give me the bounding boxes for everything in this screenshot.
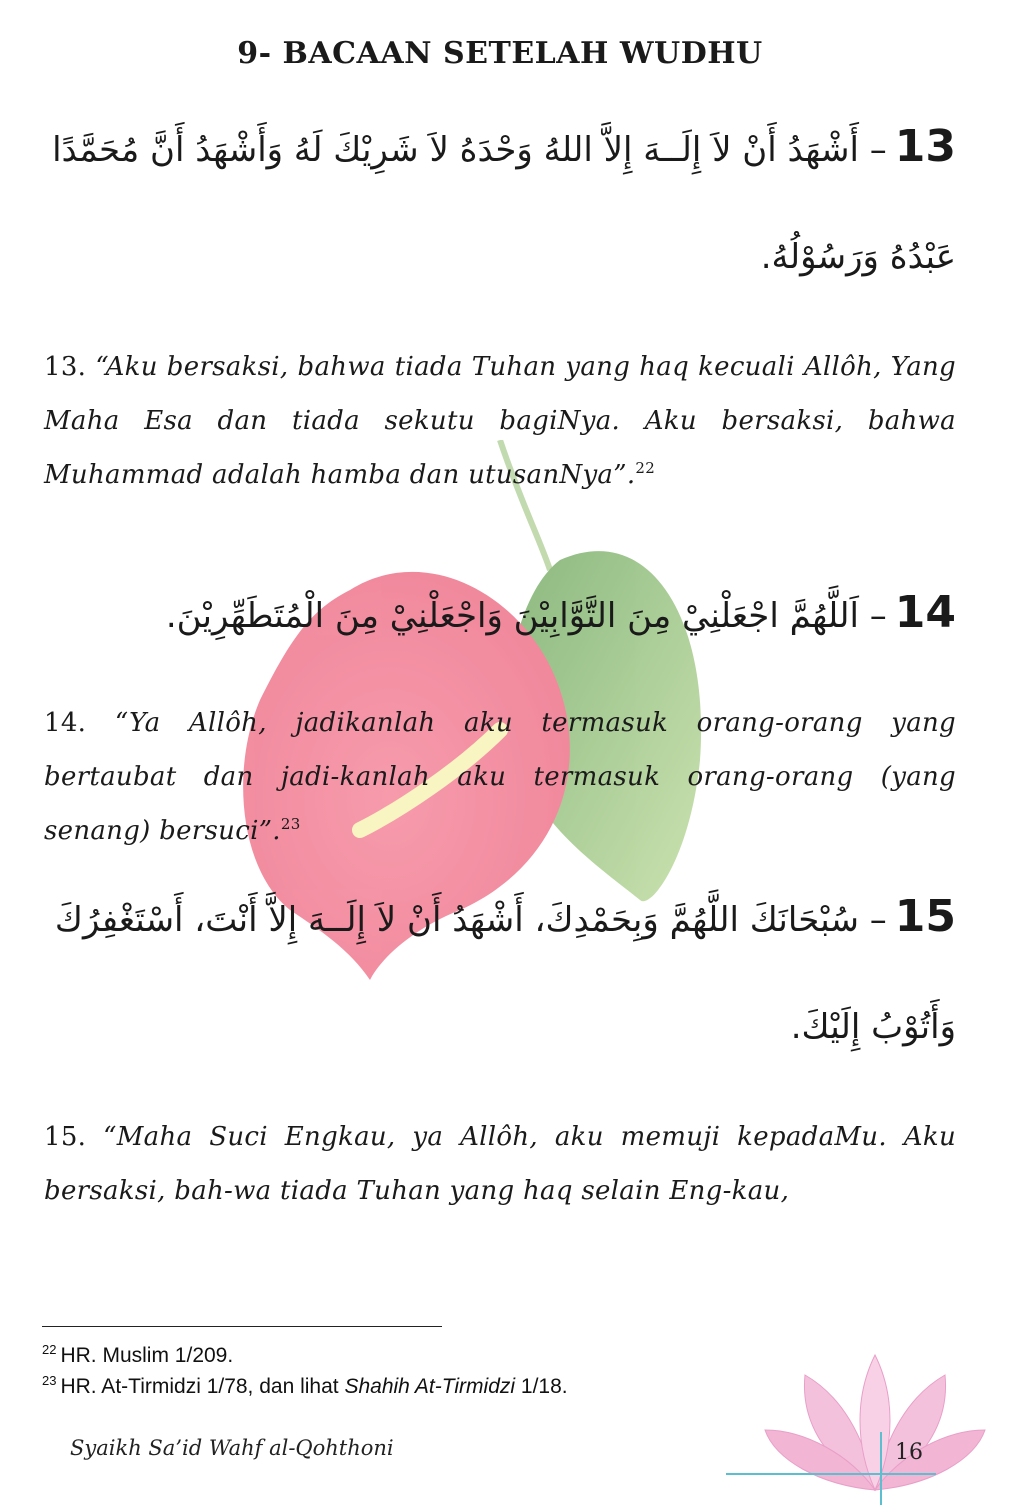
footnote-ref-22: 22 xyxy=(635,459,656,477)
crop-mark-horizontal xyxy=(726,1473,936,1475)
footnote-22 xyxy=(42,1344,233,1368)
footer-author: Syaikh Sa’id Wahf al-Qohthoni xyxy=(70,1436,394,1460)
footnote-book-title: Shahih At-Tirmidzi xyxy=(344,1375,516,1398)
footnote-23 xyxy=(42,1375,568,1399)
item-number-14: 14 xyxy=(894,587,956,638)
footnote-marker: 22 xyxy=(42,1342,57,1357)
translation-text: “Maha Suci Engkau, ya Allôh, aku memuji kepadaMu. Aku bersaksi, bah-wa tiada Tuhan yang haq selain Eng-kau, xyxy=(44,1122,956,1206)
arabic-text: أَشْهَدُ أَنْ لاَ إِلَــهَ إِلاَّ اللهُ وَحْدَهُ لاَ شَرِيْكَ لَهُ وَأَشْهَدُ أَنَّ مُحَمَّدًا xyxy=(52,130,859,170)
footnote-divider xyxy=(42,1326,442,1327)
arabic-text: سُبْحَانَكَ اللَّهُمَّ وَبِحَمْدِكَ، أَشْهَدُ أَنْ لاَ إِلَــهَ إِلاَّ أَنْتَ، أَسْتَغْفِرُكَ xyxy=(54,900,859,940)
arabic-text-15-line1 xyxy=(44,892,956,945)
translation-14 xyxy=(44,696,956,858)
item-number-15: 15 xyxy=(894,891,956,942)
footnote-ref-23: 23 xyxy=(280,815,301,833)
item-dash: – xyxy=(869,130,887,170)
item-dash: – xyxy=(869,596,887,636)
arabic-text: اَللَّهُمَّ اجْعَلْنِيْ مِنَ التَّوَّابِيْنَ وَاجْعَلْنِيْ مِنَ الْمُتَطَهِّرِيْنَ. xyxy=(165,596,859,636)
crop-mark-vertical xyxy=(880,1432,882,1505)
translation-text: “Aku bersaksi, bahwa tiada Tuhan yang haq kecuali Allôh, Yang Maha Esa dan tiada sekutu bagiNya. Aku bersaksi, bahwa Muhammad adalah hamba dan utusanNya”. xyxy=(44,352,956,490)
translation-15 xyxy=(44,1110,956,1218)
page-title: 9- BACAAN SETELAH WUDHU xyxy=(237,36,763,71)
footnote-text: HR. At-Tirmidzi 1/78, dan lihat xyxy=(60,1375,345,1398)
arabic-text-14-line1 xyxy=(44,588,956,641)
translation-text: “Ya Allôh, jadikanlah aku termasuk orang-orang yang bertaubat dan jadi-kanlah aku termasuk orang-orang (yang senang) bersuci”. xyxy=(44,708,956,846)
page-number: 16 xyxy=(895,1440,923,1465)
item-dash: – xyxy=(869,900,887,940)
arabic-text-15-line2: وَأَتُوْبُ إِلَيْكَ. xyxy=(790,1007,956,1047)
footnote-marker: 23 xyxy=(42,1373,57,1388)
translation-13 xyxy=(44,340,956,502)
translation-number: 15. xyxy=(44,1122,87,1152)
footnote-text-end: 1/18. xyxy=(515,1375,568,1398)
footnote-text: HR. Muslim 1/209. xyxy=(60,1344,234,1367)
item-number-13: 13 xyxy=(894,121,956,172)
arabic-text-13-line1 xyxy=(44,122,956,175)
translation-number: 14. xyxy=(44,708,87,738)
arabic-text-13-line2: عَبْدُهُ وَرَسُوْلُهُ. xyxy=(760,237,956,277)
translation-number: 13. xyxy=(44,352,87,382)
